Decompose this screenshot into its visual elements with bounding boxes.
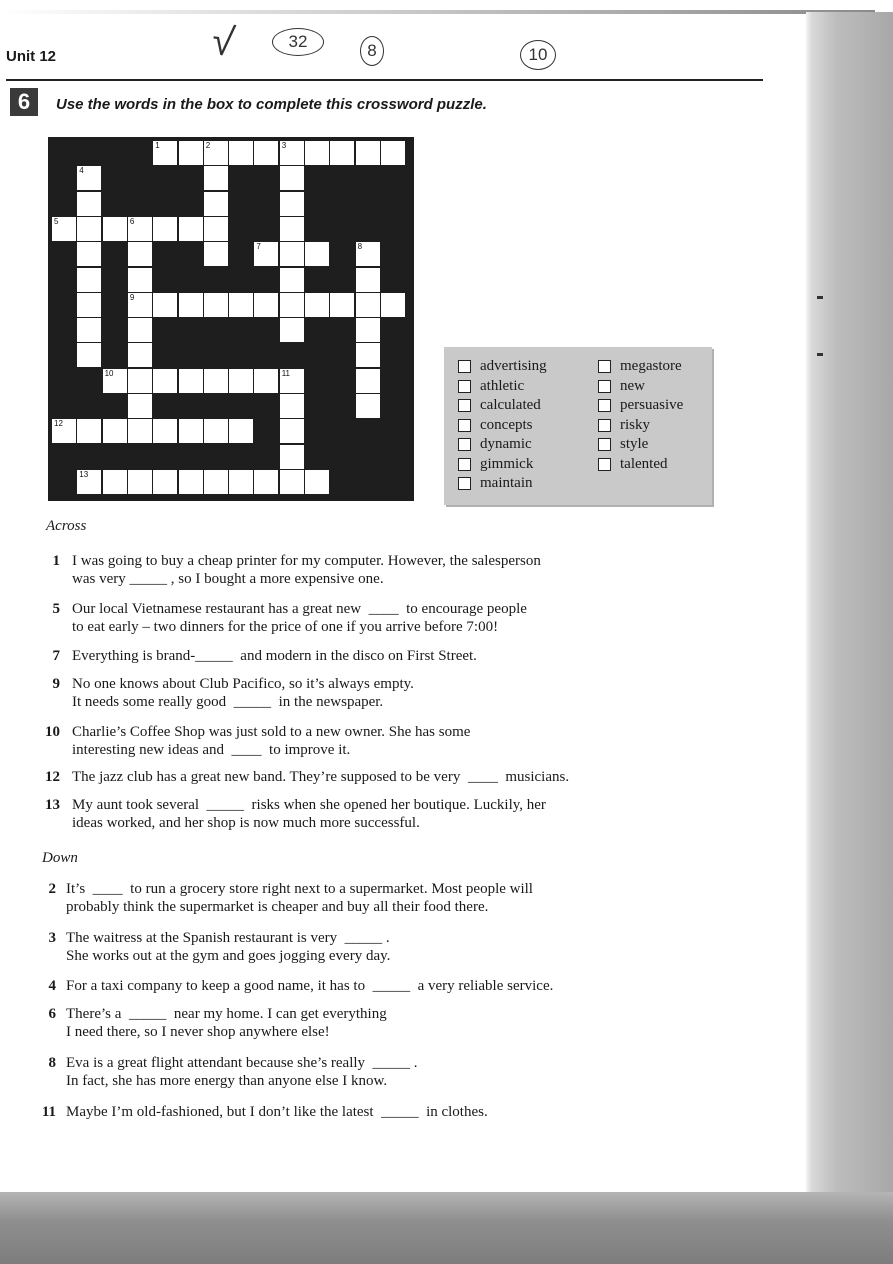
clue-text: No one knows about Club Pacifico, so it’s always empty. [72, 676, 414, 692]
clue-text: The jazz club has a great new band. They’re supposed to be very ____ musicians. [72, 769, 570, 785]
clue-item [45, 723, 471, 759]
crossword-cell[interactable] [179, 141, 203, 165]
crossword-cell[interactable] [77, 268, 101, 292]
clue-item [48, 929, 391, 965]
crossword-cell[interactable] [305, 242, 329, 266]
crossword-cell[interactable] [229, 141, 253, 165]
crossword-cell[interactable] [356, 293, 380, 317]
clue-item [52, 600, 527, 636]
word-box-word: athletic [480, 377, 525, 394]
word-box-item [458, 435, 547, 455]
handwritten-eight: 8 [360, 36, 384, 66]
checkbox-icon[interactable] [458, 399, 471, 412]
crossword-cell[interactable] [204, 166, 228, 190]
crossword-cell[interactable] [204, 141, 228, 165]
clue-text: It needs some really good _____ in the newspaper. [72, 694, 384, 710]
clue-item [52, 552, 541, 588]
clue-text: My aunt took several _____ risks when she opened her boutique. Luckily, her [72, 797, 546, 813]
crossword-cell[interactable] [179, 419, 203, 443]
handwritten-score: 32 [272, 28, 324, 56]
crossword-cell[interactable] [356, 318, 380, 342]
crossword-clue-number: 2 [205, 141, 211, 150]
clue-text: For a taxi company to keep a good name, it has to _____ a very reliable service. [66, 978, 554, 994]
crossword-cell[interactable] [77, 343, 101, 367]
clue-item [41, 1103, 488, 1121]
down-heading: Down [42, 850, 78, 866]
clue-text: was very _____ , so I bought a more expensive one. [72, 571, 384, 587]
crossword-cell[interactable] [254, 242, 278, 266]
crossword-cell[interactable] [204, 419, 228, 443]
unit-label: Unit 12 [6, 48, 57, 65]
crossword-cell[interactable] [305, 141, 329, 165]
checkbox-icon[interactable] [598, 360, 611, 373]
word-box-item [458, 455, 547, 475]
crossword-cell[interactable] [305, 470, 329, 494]
crossword-cell[interactable] [280, 445, 304, 469]
word-box-item [598, 435, 683, 455]
clue-number: 13 [45, 797, 60, 813]
crossword-cell[interactable] [103, 470, 127, 494]
clue-number: 6 [48, 1006, 56, 1022]
crossword-cell[interactable] [280, 242, 304, 266]
crossword-cell[interactable] [280, 192, 304, 216]
word-box-item [458, 474, 547, 494]
word-box-left-column [458, 357, 547, 494]
crossword-cell[interactable] [153, 141, 177, 165]
word-box-word: concepts [480, 416, 533, 433]
word-box-word: risky [620, 416, 650, 433]
clue-item [52, 647, 477, 665]
crossword-cell[interactable] [179, 293, 203, 317]
crossword-cell[interactable] [128, 419, 152, 443]
crossword-cell[interactable] [280, 394, 304, 418]
clue-text: In fact, she has more energy than anyone else I know. [66, 1073, 388, 1089]
checkbox-icon[interactable] [598, 458, 611, 471]
word-box-item [598, 416, 683, 436]
crossword-cell[interactable] [204, 293, 228, 317]
word-box-word: advertising [480, 358, 547, 375]
clue-text: probably think the supermarket is cheaper and buy all their food there. [66, 899, 489, 915]
crossword-cell[interactable] [77, 419, 101, 443]
crossword-clue-number: 12 [54, 419, 63, 429]
crossword-cell[interactable] [128, 293, 152, 317]
clue-number: 3 [48, 930, 56, 946]
clue-item [52, 675, 414, 711]
crossword-grid[interactable] [48, 137, 414, 501]
crossword-cell[interactable] [77, 192, 101, 216]
clue-text: The waitress at the Spanish restaurant is very _____ . [66, 930, 390, 946]
clue-text: There’s a _____ near my home. I can get everything [66, 1006, 387, 1022]
crossword-cell[interactable] [77, 217, 101, 241]
crossword-cell[interactable] [330, 293, 354, 317]
checkbox-icon[interactable] [458, 438, 471, 451]
clue-item [48, 880, 533, 916]
word-box-word: calculated [480, 397, 541, 414]
crossword-cell[interactable] [381, 141, 405, 165]
clue-text: I need there, so I never shop anywhere else! [66, 1024, 330, 1040]
word-box-word: megastore [620, 358, 682, 375]
crossword-cell[interactable] [330, 141, 354, 165]
clue-number: 1 [52, 553, 60, 569]
crossword-cell[interactable] [179, 470, 203, 494]
clue-number: 5 [52, 601, 60, 617]
crossword-clue-number: 8 [357, 242, 363, 252]
exercise-number: 6 [10, 88, 38, 116]
page-bottom-shadow [0, 1192, 893, 1264]
word-box-word: persuasive [620, 397, 684, 414]
crossword-cell[interactable] [128, 242, 152, 266]
checkbox-icon[interactable] [598, 399, 611, 412]
clue-item [48, 977, 554, 995]
word-box-item [598, 396, 683, 416]
crossword-cell[interactable] [280, 293, 304, 317]
crossword-cell[interactable] [128, 268, 152, 292]
crossword-cell[interactable] [204, 217, 228, 241]
checkbox-icon[interactable] [458, 419, 471, 432]
crossword-cell[interactable] [280, 268, 304, 292]
crossword-cell[interactable] [103, 369, 127, 393]
crossword-cell[interactable] [356, 369, 380, 393]
crossword-cell[interactable] [128, 470, 152, 494]
clue-number: 12 [45, 769, 60, 785]
word-box-word: maintain [480, 475, 533, 492]
crossword-cell[interactable] [229, 470, 253, 494]
crossword-cell[interactable] [254, 141, 278, 165]
margin-mark [817, 353, 823, 356]
word-box-item [458, 377, 547, 397]
checkbox-icon[interactable] [458, 477, 471, 490]
clue-text: interesting new ideas and ____ to improve it. [72, 742, 351, 758]
crossword-cell[interactable] [77, 242, 101, 266]
crossword-cell[interactable] [52, 217, 76, 241]
crossword-cell[interactable] [77, 470, 101, 494]
crossword-cell[interactable] [356, 141, 380, 165]
clue-number: 7 [52, 648, 60, 664]
crossword-cell[interactable] [153, 470, 177, 494]
crossword-cell[interactable] [280, 369, 304, 393]
word-box [444, 347, 712, 505]
crossword-cell[interactable] [280, 470, 304, 494]
crossword-cell[interactable] [305, 293, 329, 317]
clue-text: Maybe I’m old-fashioned, but I don’t like the latest _____ in clothes. [66, 1104, 488, 1120]
checkbox-icon[interactable] [458, 458, 471, 471]
crossword-cell[interactable] [103, 217, 127, 241]
crossword-cell[interactable] [356, 343, 380, 367]
clue-number: 4 [48, 978, 56, 994]
crossword-cell[interactable] [280, 217, 304, 241]
checkbox-icon[interactable] [458, 360, 471, 373]
clue-text: She works out at the gym and goes jogging every day. [66, 948, 391, 964]
crossword-cell[interactable] [229, 419, 253, 443]
word-box-item [598, 455, 683, 475]
crossword-cell[interactable] [179, 369, 203, 393]
word-box-word: dynamic [480, 436, 532, 453]
clue-text: ideas worked, and her shop is now much more successful. [72, 815, 420, 831]
crossword-cell[interactable] [381, 293, 405, 317]
clue-item [45, 768, 570, 786]
word-box-right-column [598, 357, 683, 474]
clue-number: 8 [48, 1055, 56, 1071]
crossword-cell[interactable] [77, 166, 101, 190]
crossword-cell[interactable] [204, 242, 228, 266]
crossword-cell[interactable] [229, 369, 253, 393]
word-box-item [598, 377, 683, 397]
crossword-cell[interactable] [153, 419, 177, 443]
crossword-cell[interactable] [356, 242, 380, 266]
crossword-cell[interactable] [153, 369, 177, 393]
page-top-edge [0, 10, 875, 14]
crossword-clue-number: 9 [129, 292, 135, 302]
clue-text: Our local Vietnamese restaurant has a great new ____ to encourage people [72, 601, 527, 617]
crossword-clue-number: 13 [79, 469, 89, 479]
crossword-clue-number: 10 [104, 368, 114, 378]
checkbox-icon[interactable] [598, 438, 611, 451]
crossword-cell[interactable] [153, 293, 177, 317]
clue-number: 9 [52, 676, 60, 692]
clue-text: It’s ____ to run a grocery store right next to a supermarket. Most people will [66, 881, 533, 897]
book-spine-shadow [806, 12, 893, 1212]
handwritten-ten: 10 [520, 40, 556, 70]
crossword-cell[interactable] [128, 394, 152, 418]
crossword-cell[interactable] [52, 419, 76, 443]
crossword-cell[interactable] [204, 192, 228, 216]
clue-number: 2 [48, 881, 56, 897]
across-heading: Across [46, 518, 87, 534]
crossword-cell[interactable] [254, 369, 278, 393]
crossword-cell[interactable] [77, 293, 101, 317]
clue-item [48, 1005, 387, 1041]
crossword-cell[interactable] [204, 369, 228, 393]
checkbox-icon[interactable] [598, 419, 611, 432]
crossword-cell[interactable] [153, 217, 177, 241]
crossword-cell[interactable] [128, 217, 152, 241]
handwritten-check: √ [209, 18, 237, 66]
checkbox-icon[interactable] [598, 380, 611, 393]
word-box-item [458, 357, 547, 377]
crossword-cell[interactable] [280, 141, 304, 165]
crossword-cell[interactable] [128, 343, 152, 367]
word-box-word: style [620, 436, 649, 453]
crossword-clue-number: 6 [129, 216, 135, 226]
clue-text: I was going to buy a cheap printer for my computer. However, the salesperson [72, 553, 541, 569]
crossword-cell[interactable] [280, 419, 304, 443]
crossword-clue-number: 11 [281, 368, 290, 378]
clue-number: 10 [45, 724, 60, 740]
crossword-clue-number: 7 [256, 242, 261, 252]
clue-number: 11 [41, 1104, 56, 1120]
checkbox-icon[interactable] [458, 380, 471, 393]
clue-item [45, 796, 546, 832]
word-box-item [598, 357, 683, 377]
word-box-word: new [620, 377, 645, 394]
clue-text: Charlie’s Coffee Shop was just sold to a new owner. She has some [72, 724, 471, 740]
exercise-instruction: Use the words in the box to complete this crossword puzzle. [56, 96, 487, 113]
crossword-clue-number: 5 [54, 216, 59, 226]
crossword-cell[interactable] [254, 470, 278, 494]
crossword-clue-number: 4 [79, 166, 84, 176]
crossword-clue-number: 3 [281, 141, 287, 150]
word-box-word: talented [620, 455, 668, 472]
crossword-cell[interactable] [77, 318, 101, 342]
crossword-cell[interactable] [204, 470, 228, 494]
word-box-item [458, 396, 547, 416]
crossword-cell[interactable] [128, 369, 152, 393]
crossword-cell[interactable] [254, 293, 278, 317]
crossword-cell[interactable] [280, 166, 304, 190]
clue-text: Eva is a great flight attendant because she’s really _____ . [66, 1055, 418, 1071]
crossword-cell[interactable] [128, 318, 152, 342]
crossword-cell[interactable] [356, 394, 380, 418]
header-rule [6, 79, 763, 81]
margin-mark [817, 296, 823, 299]
clue-text: to eat early – two dinners for the price of one if you arrive before 7:00! [72, 619, 499, 635]
word-box-word: gimmick [480, 455, 534, 472]
clue-item [48, 1054, 418, 1090]
crossword-cell[interactable] [280, 318, 304, 342]
crossword-cell[interactable] [229, 293, 253, 317]
crossword-clue-number: 1 [155, 141, 160, 150]
word-box-item [458, 416, 547, 436]
clue-text: Everything is brand-_____ and modern in the disco on First Street. [72, 648, 477, 664]
crossword-cell[interactable] [103, 419, 127, 443]
crossword-cell[interactable] [356, 268, 380, 292]
crossword-cell[interactable] [179, 217, 203, 241]
